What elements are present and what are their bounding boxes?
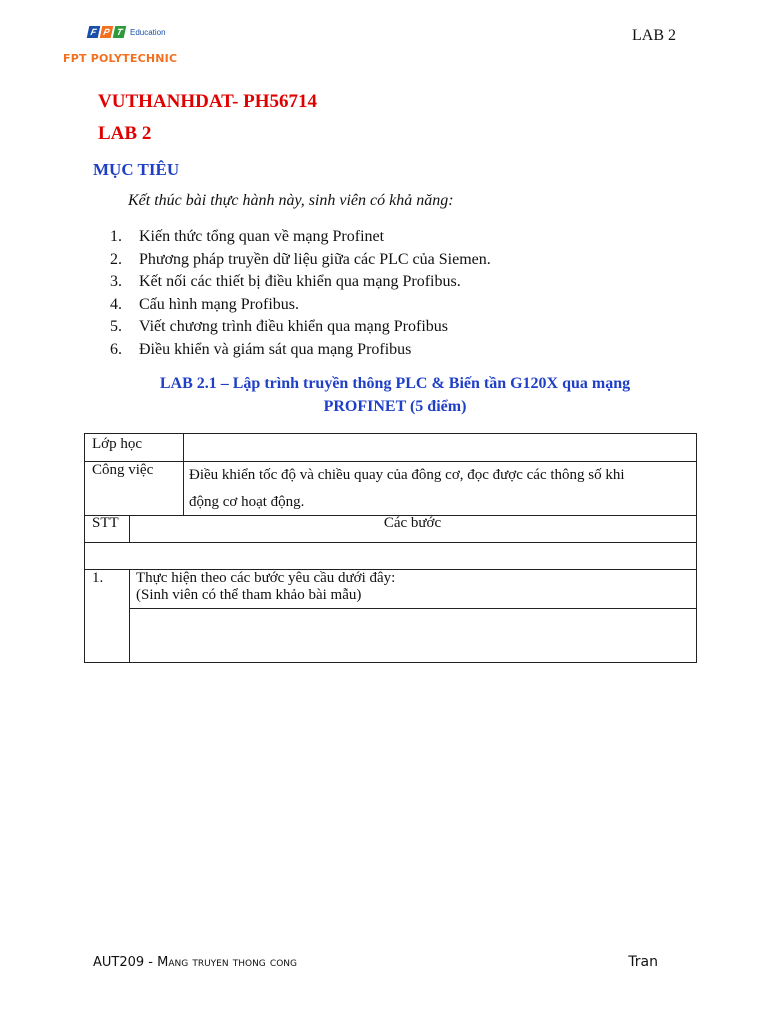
logo-letter-t: T [113,26,127,38]
class-label-cell: Lớp học [84,433,184,462]
steps-header-cell: Các bước [129,515,697,543]
header-lab-label: LAB 2 [632,27,676,44]
class-value-cell [183,433,697,462]
step1-number-cell: 1. [84,569,130,663]
objective-item: 3. Kết nối các thiết bị điều khiển qua mạng Profibus. [110,273,461,290]
lab-section-title: LAB 2.1 – Lập trình truyền thông PLC & Biến tần G120X qua mạng PROFINET (5 điểm) [159,375,631,415]
logo-education-text: Education [130,27,166,37]
student-title: VUTHANHDAT- PH56714 [98,91,318,112]
logo-letter-f: F [87,26,101,38]
task-description-cell: Điều khiển tốc độ và chiều quay của đông cơ, đọc được các thông số khi động cơ hoạt động. [183,461,697,516]
logo-letter-p: P [100,26,114,38]
objective-item: 6. Điều khiển và giám sát qua mạng Profibus [110,340,412,358]
empty-row [84,542,697,570]
footer-course: AUT209 - Mang truyen thong cong [93,955,297,970]
objective-item: 5. Viết chương trình điều khiển qua mạng Profibus [110,318,449,335]
footer-author: Tran [628,954,658,970]
step1-content-cell [129,608,697,663]
lab-title: LAB 2 [98,123,152,144]
stt-header-cell: STT [84,515,130,543]
lab-table [84,433,697,663]
objectives-list [110,226,491,361]
objectives-heading: MỤC TIÊU [93,160,180,179]
step1-instruction-cell: Thực hiện theo các bước yêu cầu dưới đây: (Sinh viên có thể tham khảo bài mẫu) [129,569,697,609]
logo-polytechnic-text: FPT POLYTECHNIC [63,52,178,65]
fpt-logo [63,26,198,70]
objective-item: 1. Kiến thức tổng quan về mạng Profinet [110,228,385,245]
objective-item: 2. Phương pháp truyền dữ liệu giữa các PLC của Siemen. [110,250,491,268]
objectives-intro: Kết thúc bài thực hành này, sinh viên có khả năng: [128,192,454,209]
objective-item: 4. Cấu hình mạng Profibus. [110,295,299,313]
task-label-cell: Công việc [84,461,184,516]
